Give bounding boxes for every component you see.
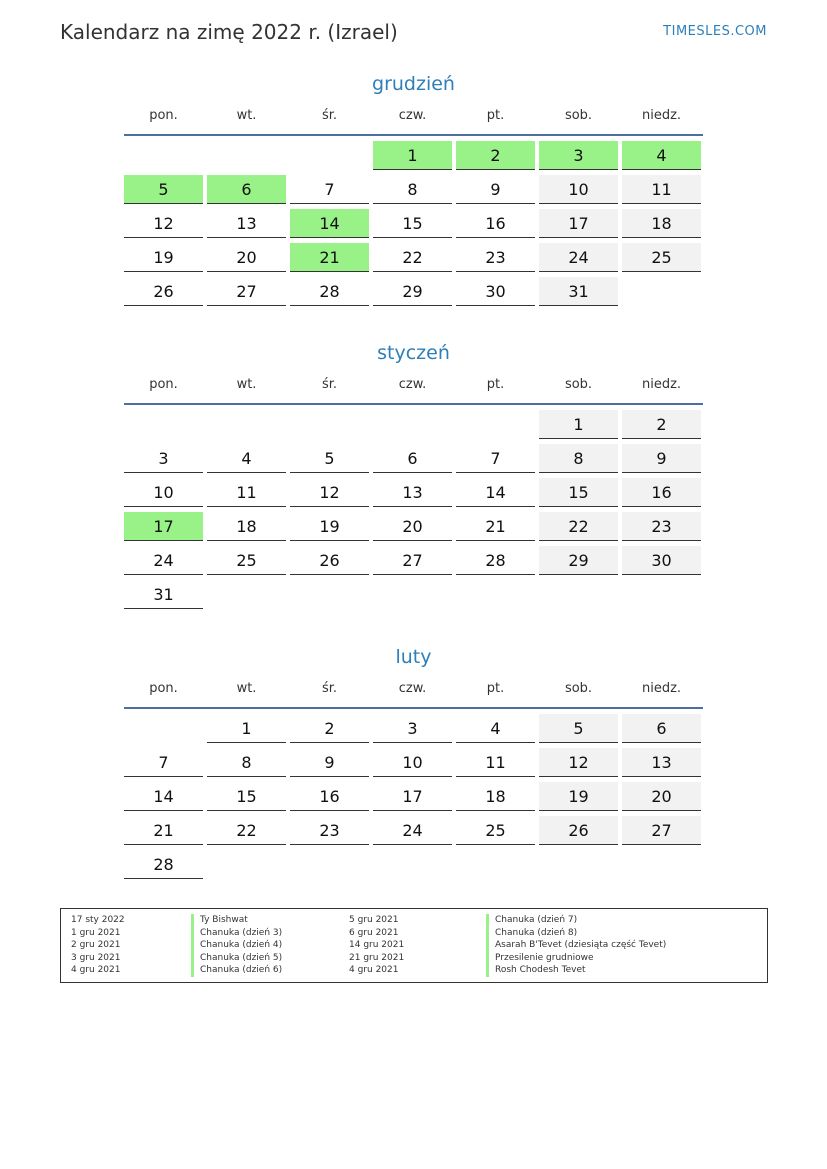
day-cell: 31 <box>124 580 203 609</box>
header-divider <box>124 403 703 405</box>
legend-holiday-name: Chanuka (dzień 3) <box>191 927 282 940</box>
weekday-header <box>124 107 703 125</box>
day-cell: 7 <box>456 444 535 473</box>
day-cell: 3 <box>539 141 618 170</box>
day-cell: 6 <box>622 714 701 743</box>
month-0 <box>124 70 703 306</box>
day-cell: 21 <box>290 243 369 272</box>
day-cell: 20 <box>373 512 452 541</box>
weekday-label: pt. <box>486 108 505 123</box>
legend-names-left <box>191 914 282 977</box>
day-cell: 6 <box>207 175 286 204</box>
day-cell: 15 <box>373 209 452 238</box>
weekday-label: czw. <box>398 377 427 392</box>
day-cell: 4 <box>456 714 535 743</box>
day-cell: 2 <box>290 714 369 743</box>
day-cell: 23 <box>290 816 369 845</box>
day-cell: 1 <box>373 141 452 170</box>
weekday-label: niedz. <box>641 681 682 696</box>
day-cell: 17 <box>373 782 452 811</box>
legend-holiday-name: Rosh Chodesh Tevet <box>486 964 666 977</box>
day-cell: 16 <box>290 782 369 811</box>
day-cell: 1 <box>539 410 618 439</box>
weekday-label: pt. <box>486 377 505 392</box>
day-cell: 10 <box>124 478 203 507</box>
day-cell: 16 <box>622 478 701 507</box>
empty-cell <box>290 410 369 439</box>
empty-cell <box>290 141 369 170</box>
legend-date: 3 gru 2021 <box>71 952 121 963</box>
day-cell: 19 <box>290 512 369 541</box>
day-cell: 21 <box>456 512 535 541</box>
day-cell: 13 <box>207 209 286 238</box>
day-cell: 6 <box>373 444 452 473</box>
day-cell: 24 <box>124 546 203 575</box>
empty-cell <box>124 714 203 743</box>
legend-date: 4 gru 2021 <box>71 965 121 975</box>
day-cell: 15 <box>539 478 618 507</box>
day-cell: 14 <box>124 782 203 811</box>
legend-date: 17 sty 2022 <box>71 915 125 925</box>
day-cell: 24 <box>373 816 452 845</box>
day-grid <box>124 410 703 609</box>
legend-date: 21 gru 2021 <box>349 952 405 963</box>
day-cell: 27 <box>622 816 701 845</box>
legend-date: 6 gru 2021 <box>349 927 399 938</box>
weekday-label: pt. <box>486 681 505 696</box>
legend-holiday-name: Chanuka (dzień 7) <box>486 914 666 927</box>
brand-link[interactable]: TIMESLES.COM <box>663 24 767 39</box>
weekday-label: czw. <box>398 681 427 696</box>
day-cell: 1 <box>207 714 286 743</box>
day-cell: 12 <box>290 478 369 507</box>
day-grid <box>124 141 703 306</box>
day-cell: 14 <box>456 478 535 507</box>
weekday-label: sob. <box>564 108 593 123</box>
weekday-label: czw. <box>398 108 427 123</box>
weekday-label: wt. <box>236 377 257 392</box>
day-cell: 3 <box>373 714 452 743</box>
day-cell: 25 <box>622 243 701 272</box>
legend-holiday-name: Przesilenie grudniowe <box>486 952 666 965</box>
page-title: Kalendarz na zimę 2022 r. (Izrael) <box>60 20 398 44</box>
day-cell: 13 <box>373 478 452 507</box>
day-cell: 4 <box>207 444 286 473</box>
day-cell: 28 <box>124 850 203 879</box>
day-cell: 25 <box>207 546 286 575</box>
day-cell: 18 <box>456 782 535 811</box>
day-cell: 23 <box>456 243 535 272</box>
day-cell: 10 <box>373 748 452 777</box>
weekday-label: śr. <box>321 681 338 696</box>
legend-holiday-name: Chanuka (dzień 4) <box>191 939 282 952</box>
day-cell: 8 <box>373 175 452 204</box>
weekday-header <box>124 376 703 394</box>
day-cell: 9 <box>290 748 369 777</box>
day-cell: 27 <box>207 277 286 306</box>
weekday-label: śr. <box>321 377 338 392</box>
legend-dates-right <box>349 914 404 977</box>
month-2 <box>124 643 703 879</box>
day-cell: 20 <box>622 782 701 811</box>
month-title: styczeń <box>377 342 450 364</box>
legend-holiday-name: Ty Bishwat <box>191 914 282 927</box>
empty-cell <box>207 141 286 170</box>
day-cell: 5 <box>290 444 369 473</box>
legend-date: 4 gru 2021 <box>349 965 399 975</box>
day-cell: 11 <box>456 748 535 777</box>
day-cell: 11 <box>207 478 286 507</box>
day-cell: 9 <box>456 175 535 204</box>
weekday-label: sob. <box>564 681 593 696</box>
day-cell: 7 <box>290 175 369 204</box>
day-cell: 7 <box>124 748 203 777</box>
day-cell: 30 <box>456 277 535 306</box>
day-cell: 23 <box>622 512 701 541</box>
day-cell: 29 <box>373 277 452 306</box>
weekday-label: śr. <box>321 108 338 123</box>
empty-cell <box>373 410 452 439</box>
day-cell: 10 <box>539 175 618 204</box>
weekday-label: niedz. <box>641 108 682 123</box>
empty-cell <box>124 410 203 439</box>
weekday-label: pon. <box>149 108 178 123</box>
day-cell: 27 <box>373 546 452 575</box>
day-cell: 8 <box>207 748 286 777</box>
day-cell: 5 <box>124 175 203 204</box>
day-cell: 14 <box>290 209 369 238</box>
legend-date: 5 gru 2021 <box>349 915 399 925</box>
day-cell: 29 <box>539 546 618 575</box>
day-cell: 26 <box>539 816 618 845</box>
day-cell: 22 <box>373 243 452 272</box>
day-cell: 18 <box>622 209 701 238</box>
day-cell: 20 <box>207 243 286 272</box>
day-cell: 8 <box>539 444 618 473</box>
empty-cell <box>207 410 286 439</box>
day-cell: 26 <box>290 546 369 575</box>
legend-date: 2 gru 2021 <box>71 940 121 950</box>
day-cell: 5 <box>539 714 618 743</box>
day-cell: 17 <box>124 512 203 541</box>
day-cell: 31 <box>539 277 618 306</box>
day-cell: 2 <box>456 141 535 170</box>
day-cell: 18 <box>207 512 286 541</box>
day-cell: 28 <box>456 546 535 575</box>
day-cell: 19 <box>124 243 203 272</box>
day-cell: 26 <box>124 277 203 306</box>
day-cell: 16 <box>456 209 535 238</box>
day-cell: 17 <box>539 209 618 238</box>
day-cell: 30 <box>622 546 701 575</box>
day-cell: 4 <box>622 141 701 170</box>
weekday-label: sob. <box>564 377 593 392</box>
legend-holiday-name: Asarah B'Tevet (dziesiąta część Tevet) <box>486 939 666 952</box>
legend-names-right <box>486 914 666 977</box>
weekday-label: wt. <box>236 108 257 123</box>
day-cell: 21 <box>124 816 203 845</box>
day-cell: 25 <box>456 816 535 845</box>
day-cell: 12 <box>124 209 203 238</box>
day-cell: 22 <box>207 816 286 845</box>
day-cell: 19 <box>539 782 618 811</box>
empty-cell <box>456 410 535 439</box>
month-title: luty <box>395 646 432 668</box>
legend-date: 1 gru 2021 <box>71 927 121 938</box>
day-cell: 13 <box>622 748 701 777</box>
weekday-label: wt. <box>236 681 257 696</box>
day-cell: 24 <box>539 243 618 272</box>
day-cell: 15 <box>207 782 286 811</box>
weekday-label: niedz. <box>641 377 682 392</box>
holiday-legend <box>60 908 768 983</box>
day-cell: 22 <box>539 512 618 541</box>
day-cell: 28 <box>290 277 369 306</box>
day-cell: 11 <box>622 175 701 204</box>
legend-holiday-name: Chanuka (dzień 5) <box>191 952 282 965</box>
day-cell: 2 <box>622 410 701 439</box>
weekday-label: pon. <box>149 681 178 696</box>
legend-dates-left <box>71 914 125 977</box>
day-cell: 9 <box>622 444 701 473</box>
day-grid <box>124 714 703 879</box>
weekday-label: pon. <box>149 377 178 392</box>
month-title: grudzień <box>372 73 455 95</box>
weekday-header <box>124 680 703 698</box>
day-cell: 12 <box>539 748 618 777</box>
legend-date: 14 gru 2021 <box>349 940 405 950</box>
legend-holiday-name: Chanuka (dzień 6) <box>191 964 282 977</box>
legend-holiday-name: Chanuka (dzień 8) <box>486 927 666 940</box>
day-cell: 3 <box>124 444 203 473</box>
empty-cell <box>124 141 203 170</box>
header-divider <box>124 134 703 136</box>
month-1 <box>124 339 703 609</box>
header-divider <box>124 707 703 709</box>
